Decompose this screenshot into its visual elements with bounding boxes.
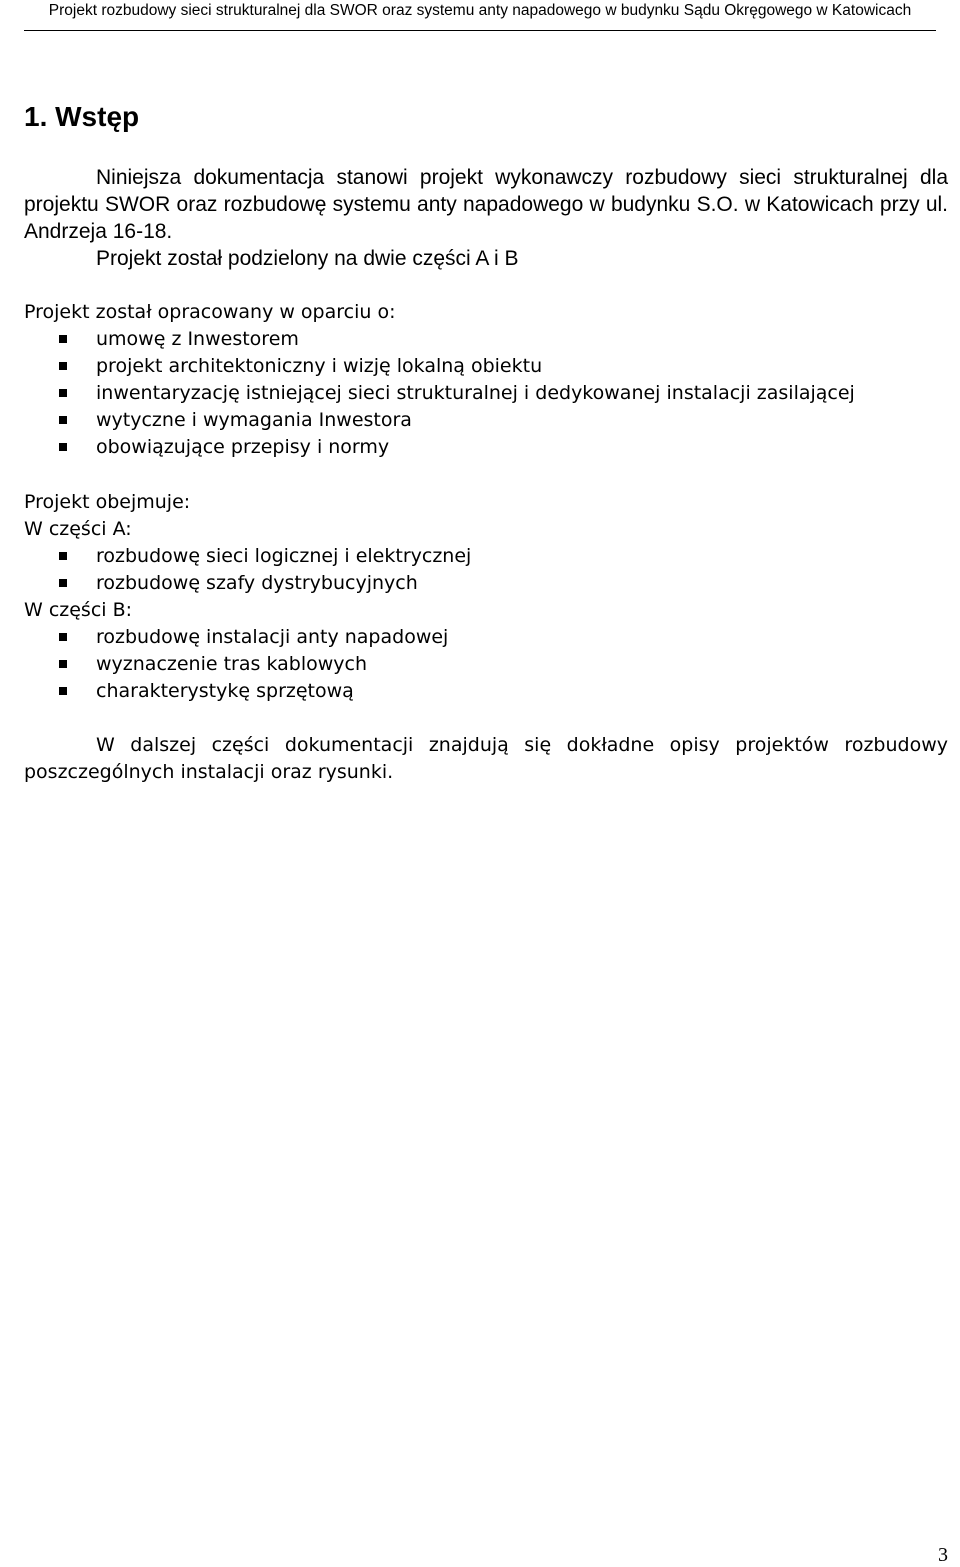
list-item xyxy=(0,570,471,597)
part-b-label: W części B: xyxy=(24,599,133,621)
list-item xyxy=(0,380,855,407)
intro-paragraph: Niniejsza dokumentacja stanowi projekt wykonawczy rozbudowy sieci strukturalnej dla projektu SWOR oraz rozbudowę systemu anty napadowego w budynku S.O. w Katowicach przy ul. Andrzeja 16-18. xyxy=(24,166,948,243)
bullet-square-icon xyxy=(59,335,67,343)
list-item-text: rozbudowę instalacji anty napadowej xyxy=(96,626,449,648)
split-line: Projekt został podzielony na dwie części A i B xyxy=(96,247,519,270)
list-item-text: umowę z Inwestorem xyxy=(96,328,299,350)
list-item-text: wytyczne i wymagania Inwestora xyxy=(96,409,412,431)
list-item-text: obowiązujące przepisy i normy xyxy=(96,436,390,458)
bullet-square-icon xyxy=(59,687,67,695)
list-item xyxy=(0,543,471,570)
part-a-list xyxy=(0,543,471,597)
section-title: 1. Wstęp xyxy=(24,101,140,132)
list-item-text: charakterystykę sprzętową xyxy=(96,680,354,702)
scope-heading: Projekt obejmuje: xyxy=(24,491,191,513)
bullet-square-icon xyxy=(59,443,67,451)
basis-list xyxy=(0,326,855,461)
list-item xyxy=(0,678,448,705)
running-header xyxy=(24,0,936,31)
bullet-square-icon xyxy=(59,362,67,370)
bullet-square-icon xyxy=(59,416,67,424)
list-item-text: projekt architektoniczny i wizję lokalną obiektu xyxy=(96,355,543,377)
list-item-text: wyznaczenie tras kablowych xyxy=(96,653,367,675)
basis-heading: Projekt został opracowany w oparciu o: xyxy=(24,301,396,323)
list-item xyxy=(0,624,448,651)
bullet-square-icon xyxy=(59,579,67,587)
bullet-square-icon xyxy=(59,633,67,641)
closing-paragraph: W dalszej części dokumentacji znajdują się dokładne opisy projektów rozbudowy poszczególnych instalacji oraz rysunki. xyxy=(24,734,948,783)
part-b-list xyxy=(0,624,448,705)
bullet-square-icon xyxy=(59,660,67,668)
list-item-text: rozbudowę szafy dystrybucyjnych xyxy=(96,572,418,594)
page-number: 3 xyxy=(938,1544,948,1566)
running-header-title: Projekt rozbudowy sieci strukturalnej dla SWOR oraz systemu anty napadowego w budynku Sądu Okręgowego w Katowicach xyxy=(48,2,912,19)
list-item xyxy=(0,651,448,678)
list-item-text: rozbudowę sieci logicznej i elektrycznej xyxy=(96,545,472,567)
part-a-label: W części A: xyxy=(24,518,132,540)
bullet-square-icon xyxy=(59,389,67,397)
list-item xyxy=(0,353,855,380)
list-item-text: inwentaryzację istniejącej sieci strukturalnej i dedykowanej instalacji zasilającej xyxy=(96,382,855,404)
bullet-square-icon xyxy=(59,552,67,560)
list-item xyxy=(0,326,855,353)
list-item xyxy=(0,407,855,434)
list-item xyxy=(0,434,855,461)
